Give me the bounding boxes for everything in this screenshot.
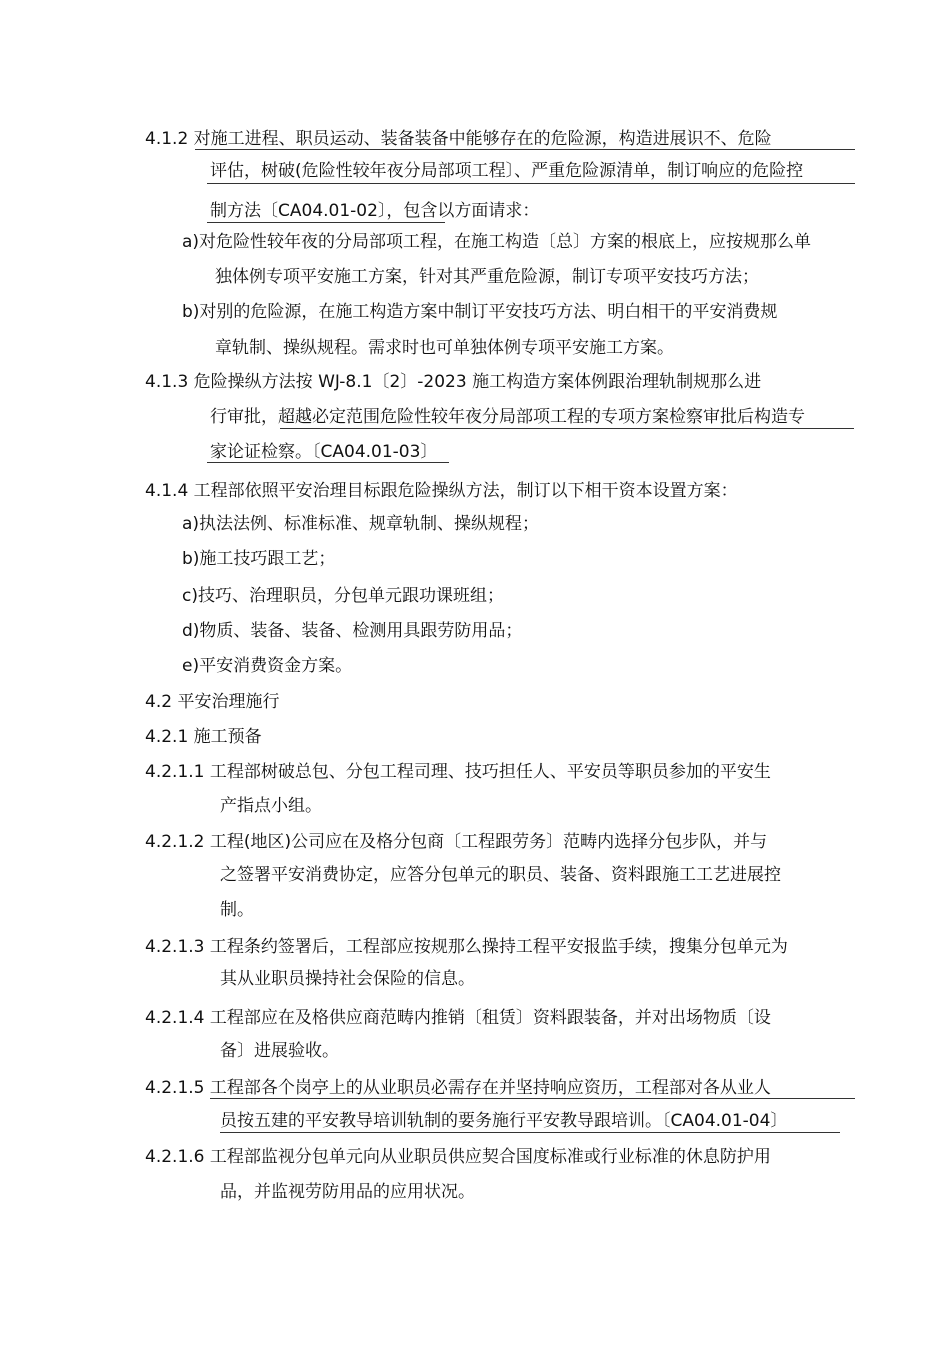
list-item: a)对危险性较年夜的分局部项工程，在施工构造〔总〕方案的根底上，应按规那么单 bbox=[182, 232, 812, 252]
text-line: 4.2.1.5 工程部各个岗亭上的从业职员必需存在并坚持响应资历，工程部对各从业人 bbox=[145, 1078, 771, 1098]
text-line: 家论证检察。〔CA04.01-03〕 bbox=[210, 442, 438, 462]
text-line: 4.1.2 对施工进程、职员运动、装备装备中能够存在的危险源，构造进展识不、危险 bbox=[145, 129, 772, 149]
underline-rule bbox=[207, 462, 449, 463]
list-item: b)施工技巧跟工艺； bbox=[182, 549, 336, 569]
text-line: 4.2.1.6 工程部监视分包单元向从业职员供应契合国度标准或行业标准的休息防护用 bbox=[145, 1147, 771, 1167]
text-line: 4.2.1.2 工程(地区)公司应在及格分包商〔工程跟劳务〕范畴内选择分包步队，并与 bbox=[145, 832, 768, 852]
text-line: 产指点小组。 bbox=[220, 796, 322, 816]
text-line: 章轨制、操纵规程。需求时也可单独体例专项平安施工方案。 bbox=[215, 338, 674, 358]
section-heading: 4.2 平安治理施行 bbox=[145, 692, 280, 712]
list-item: e)平安消费资金方案。 bbox=[182, 656, 353, 676]
text-line: 行审批，超越必定范围危险性较年夜分局部项工程的专项方案检察审批后构造专 bbox=[210, 407, 805, 427]
text-line: 独体例专项平安施工方案，针对其严重危险源，制订专项平安技巧方法； bbox=[215, 267, 759, 287]
underline-rule bbox=[207, 222, 445, 223]
text-line: 评估，树破(危险性较年夜分局部项工程〕、严重危险源清单，制订响应的危险控 bbox=[210, 161, 804, 181]
list-item: b)对别的危险源，在施工构造方案中制订平安技巧方法、明白相干的平安消费规 bbox=[182, 302, 778, 322]
text-line: 备〕进展验收。 bbox=[220, 1041, 339, 1061]
underline-rule bbox=[195, 149, 855, 150]
text-line: 员按五建的平安教导培训轨制的要务施行平安教导跟培训。〔CA04.01-04〕 bbox=[220, 1111, 788, 1131]
text-line: 品，并监视劳防用品的应用状况。 bbox=[220, 1182, 475, 1202]
text-line: 4.1.4 工程部依照平安治理目标跟危险操纵方法，制订以下相干资本设置方案： bbox=[145, 481, 738, 501]
list-item: c)技巧、治理职员，分包单元跟功课班组； bbox=[182, 586, 504, 606]
text-line: 4.2.1.4 工程部应在及格供应商范畴内推销〔租赁〕资料跟装备，并对出场物质〔设 bbox=[145, 1008, 771, 1028]
text-line: 4.1.3 危险操纵方法按 WJ-8.1〔2〕-2023 施工构造方案体例跟治理轨制规那么进 bbox=[145, 372, 762, 392]
underline-rule bbox=[207, 183, 855, 184]
underline-rule bbox=[220, 1132, 840, 1133]
list-item: d)物质、装备、装备、检测用具跟劳防用品； bbox=[182, 621, 523, 641]
underline-rule bbox=[280, 428, 854, 429]
section-heading: 4.2.1 施工预备 bbox=[145, 727, 262, 747]
text-line: 4.2.1.3 工程条约签署后，工程部应按规那么操持工程平安报监手续，搜集分包单元为 bbox=[145, 937, 788, 957]
text-line: 之签署平安消费协定，应答分包单元的职员、装备、资料跟施工工艺进展控 bbox=[220, 865, 781, 885]
underline-rule bbox=[210, 1098, 855, 1099]
text-line: 其从业职员操持社会保险的信息。 bbox=[220, 969, 475, 989]
list-item: a)执法法例、标准标准、规章轨制、操纵规程； bbox=[182, 514, 540, 534]
text-line: 制。 bbox=[220, 900, 254, 920]
text-line: 4.2.1.1 工程部树破总包、分包工程司理、技巧担任人、平安员等职员参加的平安生 bbox=[145, 762, 771, 782]
text-line: 制方法〔CA04.01-02〕，包含以方面请求： bbox=[210, 201, 540, 221]
